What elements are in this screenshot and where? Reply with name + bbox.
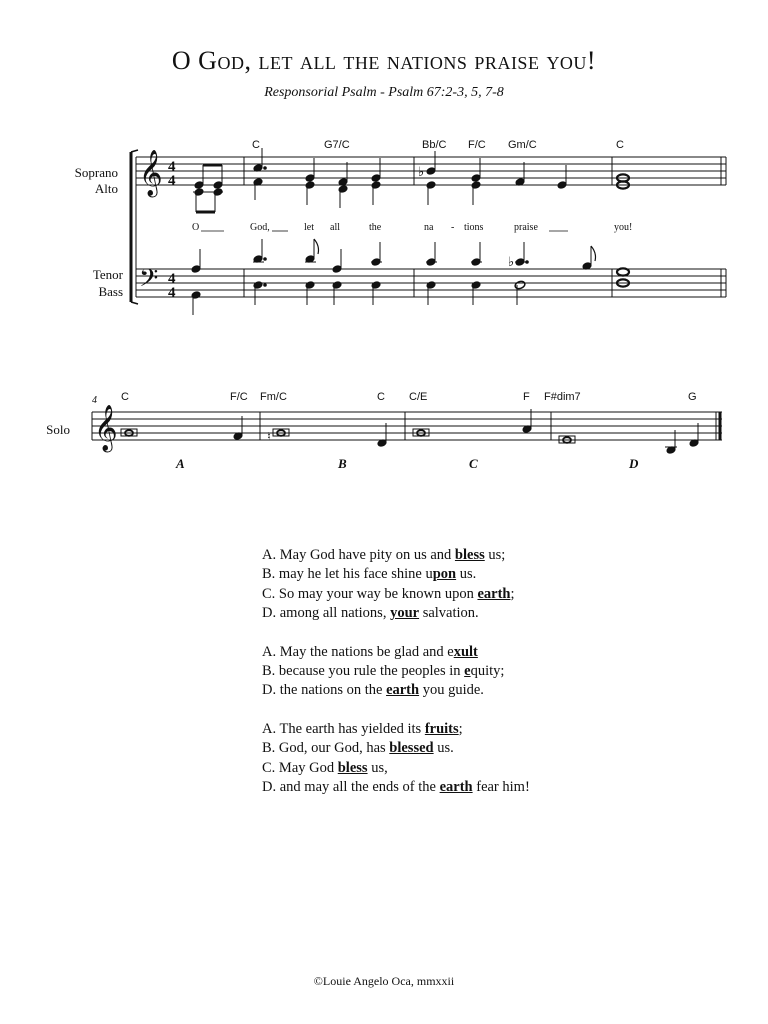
part-label-solo: Solo: [46, 422, 70, 437]
part-label-bass: Bass: [98, 284, 123, 299]
chord-symbol: F/C: [468, 139, 486, 151]
accented-syllable: fruits: [424, 720, 459, 737]
verse-line: A. The earth has yielded its fruits;: [262, 720, 463, 737]
part-label-soprano: Soprano: [74, 165, 118, 180]
section-label: D: [629, 456, 639, 471]
lyric-syllable: -: [451, 222, 455, 233]
lyric-syllable: the: [369, 222, 382, 233]
lyric-syllable: let: [304, 222, 314, 233]
solo-staff: [92, 412, 722, 440]
refrain-chords: [252, 139, 624, 151]
lyric-syllable: tions: [464, 222, 484, 233]
lyric-syllable: God,: [250, 222, 270, 233]
lyric-syllable: all: [330, 222, 340, 233]
bass-clef-icon: 𝄢: [139, 265, 159, 298]
lyric-syllable: you!: [614, 222, 633, 233]
verse-stanza-1: [262, 546, 530, 624]
chord-symbol: Gm/C: [508, 139, 537, 151]
svg-text:♭: ♭: [418, 164, 425, 179]
accented-syllable: earth: [477, 585, 511, 602]
chord-symbol: C: [252, 139, 260, 151]
time-sig-bottom: 4: [168, 285, 176, 301]
verse-line: D. the nations on the earth you guide.: [262, 682, 484, 699]
section-labels: [175, 456, 639, 471]
svg-text:♭: ♭: [508, 254, 515, 269]
lyric-syllable: na: [424, 222, 434, 233]
measure-number: 4: [92, 395, 97, 406]
chord-symbol: Bb/C: [422, 139, 447, 151]
treble-clef-icon: 𝄞: [139, 150, 163, 195]
treble-notes: [193, 148, 629, 212]
chord-symbol: G: [688, 391, 697, 403]
accented-syllable: xult: [453, 643, 478, 660]
section-label: C: [469, 456, 478, 471]
treble-clef-icon: 𝄞: [94, 405, 118, 450]
lyric-syllable: O: [192, 222, 200, 233]
bass-notes: [191, 239, 629, 315]
time-sig-top: 4: [168, 271, 176, 287]
accented-syllable: your: [390, 605, 420, 622]
accented-syllable: earth: [439, 779, 473, 796]
time-sig-bottom: 4: [168, 173, 176, 189]
verse-line: C. May God bless us,: [262, 759, 388, 776]
verse-line: A. May God have pity on us and bless us;: [262, 547, 506, 563]
verse-line: D. among all nations, your salvation.: [262, 605, 479, 622]
verse-line: A. May the nations be glad and exult: [262, 643, 478, 660]
verse-stanza-3: [262, 720, 530, 798]
verse-stanza-2: [262, 643, 530, 701]
verse-line: B. because you rule the peoples in equity;: [262, 663, 505, 680]
verse-line: B. God, our God, has blessed us.: [262, 740, 454, 757]
part-label-tenor: Tenor: [92, 267, 123, 282]
music-score: [0, 0, 768, 480]
page-title: O God, let all the nations praise you!: [171, 46, 597, 75]
part-label-alto: Alto: [94, 181, 118, 196]
chord-symbol: F: [523, 391, 530, 403]
copyright-footer: ©Louie Angelo Oca, mmxxii: [313, 974, 455, 988]
solo-system: [92, 412, 722, 440]
verse-line: C. So may your way be known upon earth;: [262, 585, 515, 602]
chord-symbol: C: [121, 391, 129, 403]
accented-syllable: bless: [337, 759, 368, 776]
verse-line: B. may he let his face shine upon us.: [262, 566, 477, 583]
accented-syllable: earth: [386, 682, 420, 699]
svg-text:♮: ♮: [267, 431, 271, 443]
chord-symbol: C/E: [409, 391, 428, 403]
section-label: B: [338, 456, 347, 471]
chord-symbol: C: [377, 391, 385, 403]
refrain-lyrics: [192, 222, 632, 233]
solo-notes: [121, 409, 699, 454]
chord-symbol: C: [616, 139, 624, 151]
lyric-syllable: praise: [514, 222, 538, 233]
verse-chords: [121, 391, 697, 403]
chord-symbol: Fm/C: [260, 391, 287, 403]
chord-symbol: F/C: [230, 391, 248, 403]
verse-line: D. and may all the ends of the earth fear him!: [262, 779, 530, 796]
accented-syllable: e: [464, 663, 471, 680]
section-label: A: [176, 456, 185, 471]
verse-text: [262, 546, 530, 816]
chord-symbol: F#dim7: [544, 391, 581, 403]
accented-syllable: bless: [454, 547, 485, 563]
chord-symbol: G7/C: [324, 139, 350, 151]
time-sig-top: 4: [168, 159, 176, 175]
page-subtitle: Responsorial Psalm - Psalm 67:2-3, 5, 7-8: [264, 85, 504, 100]
accented-syllable: pon: [432, 566, 457, 583]
accented-syllable: blessed: [389, 740, 434, 757]
